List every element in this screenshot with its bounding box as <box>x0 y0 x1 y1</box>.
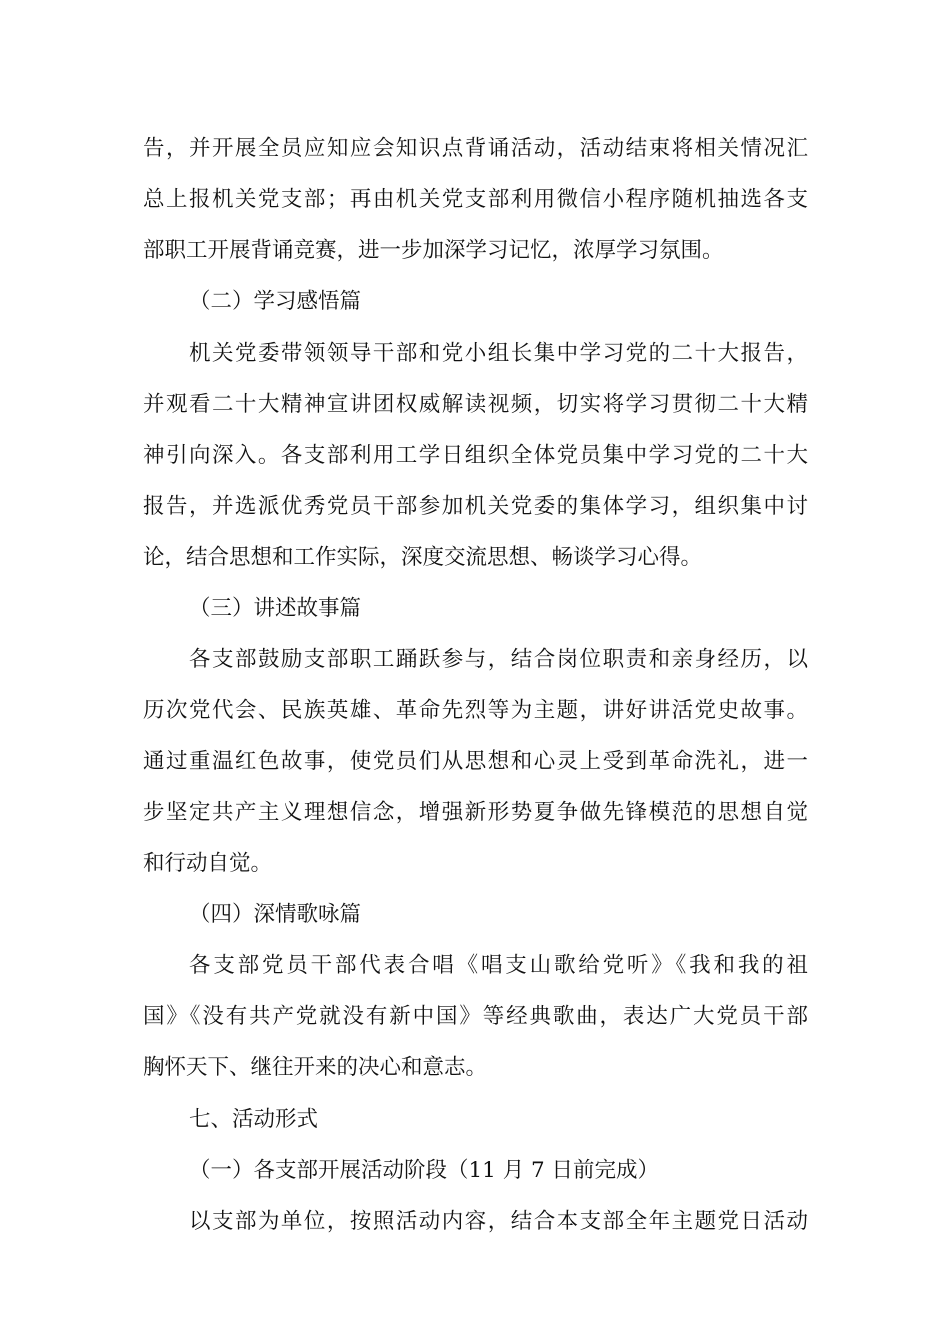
body-line: 通过重温红色故事，使党员们从思想和心灵上受到革命洗礼，进一 <box>143 749 808 774</box>
body-line: 历次党代会、民族英雄、革命先烈等为主题，讲好讲活党史故事。 <box>143 698 808 723</box>
body-line: 各支部鼓励支部职工踊跃参与，结合岗位职责和亲身经历，以 <box>189 647 808 672</box>
body-line: 国》《没有共产党就没有新中国》等经典歌曲，表达广大党员干部 <box>143 1004 808 1029</box>
body-line: 告，并开展全员应知应会知识点背诵活动，活动结束将相关情况汇 <box>143 136 808 161</box>
body-line: 机关党委带领领导干部和党小组长集中学习党的二十大报告， <box>189 341 808 366</box>
body-line: 部职工开展背诵竞赛，进一步加深学习记忆，浓厚学习氛围。 <box>143 238 724 263</box>
body-line: 总上报机关党支部；再由机关党支部利用微信小程序随机抽选各支 <box>143 187 808 212</box>
section-heading: 七、活动形式 <box>189 1107 319 1132</box>
body-line: 和行动自觉。 <box>143 851 273 876</box>
body-line: 各支部党员干部代表合唱《唱支山歌给党听》《我和我的祖 <box>189 953 808 978</box>
body-line: 神引向深入。各支部利用工学日组织全体党员集中学习党的二十大 <box>143 443 808 468</box>
body-line: 以支部为单位，按照活动内容，结合本支部全年主题党日活动 <box>189 1209 808 1234</box>
body-line: 并观看二十大精神宣讲团权威解读视频，切实将学习贯彻二十大精 <box>143 392 808 417</box>
body-line: 胸怀天下、继往开来的决心和意志。 <box>143 1055 488 1080</box>
section-heading: （四）深情歌咏篇 <box>189 902 362 927</box>
subsection-heading: （一）各支部开展活动阶段（11 月 7 日前完成） <box>189 1158 660 1183</box>
body-line: 步坚定共产主义理想信念，增强新形势夏争做先锋模范的思想自觉 <box>143 800 808 825</box>
section-heading: （三）讲述故事篇 <box>189 596 362 621</box>
body-line: 报告，并选派优秀党员干部参加机关党委的集体学习，组织集中讨 <box>143 494 808 519</box>
section-heading: （二）学习感悟篇 <box>189 289 362 314</box>
body-line: 论，结合思想和工作实际，深度交流思想、畅谈学习心得。 <box>143 545 703 570</box>
